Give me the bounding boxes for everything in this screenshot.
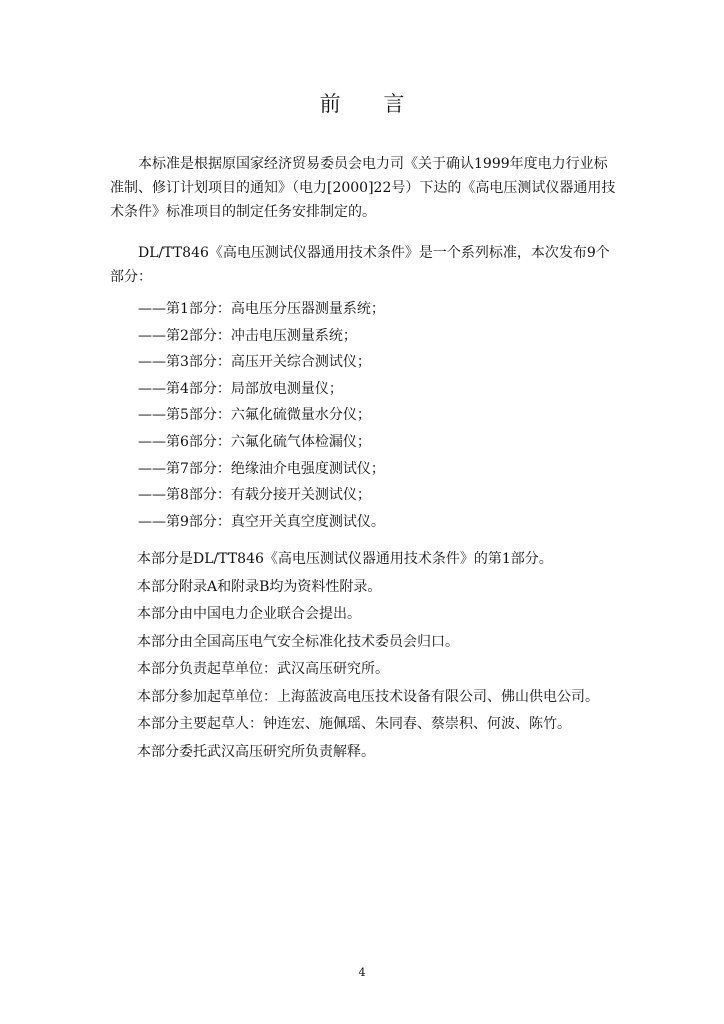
parts-list bbox=[138, 296, 618, 535]
page-title: 前 言 bbox=[319, 92, 423, 116]
notes-block bbox=[137, 546, 637, 766]
note-line: 本部分附录A和附录B均为资料性附录。 bbox=[137, 578, 382, 595]
series-paragraph: DL/TT846《高电压测试仪器通用技术条件》是一个系列标准，本次发布9个部分： bbox=[110, 245, 610, 285]
part-item: ——第3部分：高压开关综合测试仪； bbox=[138, 354, 371, 371]
part-item: ——第2部分：冲击电压测量系统； bbox=[138, 327, 357, 344]
note-line: 本部分是DL/TT846《高电压测试仪器通用技术条件》的第1部分。 bbox=[137, 551, 553, 567]
note-line: 本部分负责起草单位：武汉高压研究所。 bbox=[137, 661, 389, 677]
part-item: ——第6部分：六氟化硫气体检漏仪； bbox=[138, 433, 371, 450]
part-item: ——第7部分：绝缘油介电强度测试仪； bbox=[138, 460, 385, 477]
part-item: ——第4部分：局部放电测量仪； bbox=[138, 380, 343, 397]
note-line: 本部分参加起草单位：上海蓝波高电压技术设备有限公司、佛山供电公司。 bbox=[137, 688, 599, 705]
part-item: ——第5部分：六氟化硫微量水分仪； bbox=[138, 407, 371, 424]
note-line: 本部分委托武汉高压研究所负责解释。 bbox=[137, 743, 375, 760]
part-item: ——第9部分：真空开关真空度测试仪。 bbox=[138, 513, 385, 530]
page-number: 4 bbox=[358, 966, 366, 979]
note-line: 本部分主要起草人：钟连宏、施佩瑶、朱同春、蔡崇积、何波、陈竹。 bbox=[137, 716, 571, 732]
part-item: ——第1部分：高电压分压器测量系统； bbox=[138, 301, 385, 317]
intro-paragraph: 本标准是根据原国家经济贸易委员会电力司《关于确认1999年度电力行业标准制、修订计划项目的通知》（电力[2000]22号）下达的《高电压测试仪器通用技术条件》标准项目的制定任务安排制定的。 bbox=[110, 156, 616, 220]
note-line: 本部分由全国高压电气安全标准化技术委员会归口。 bbox=[137, 633, 459, 650]
note-line: 本部分由中国电力企业联合会提出。 bbox=[137, 606, 361, 622]
part-item: ——第8部分：有载分接开关测试仪； bbox=[138, 487, 371, 504]
